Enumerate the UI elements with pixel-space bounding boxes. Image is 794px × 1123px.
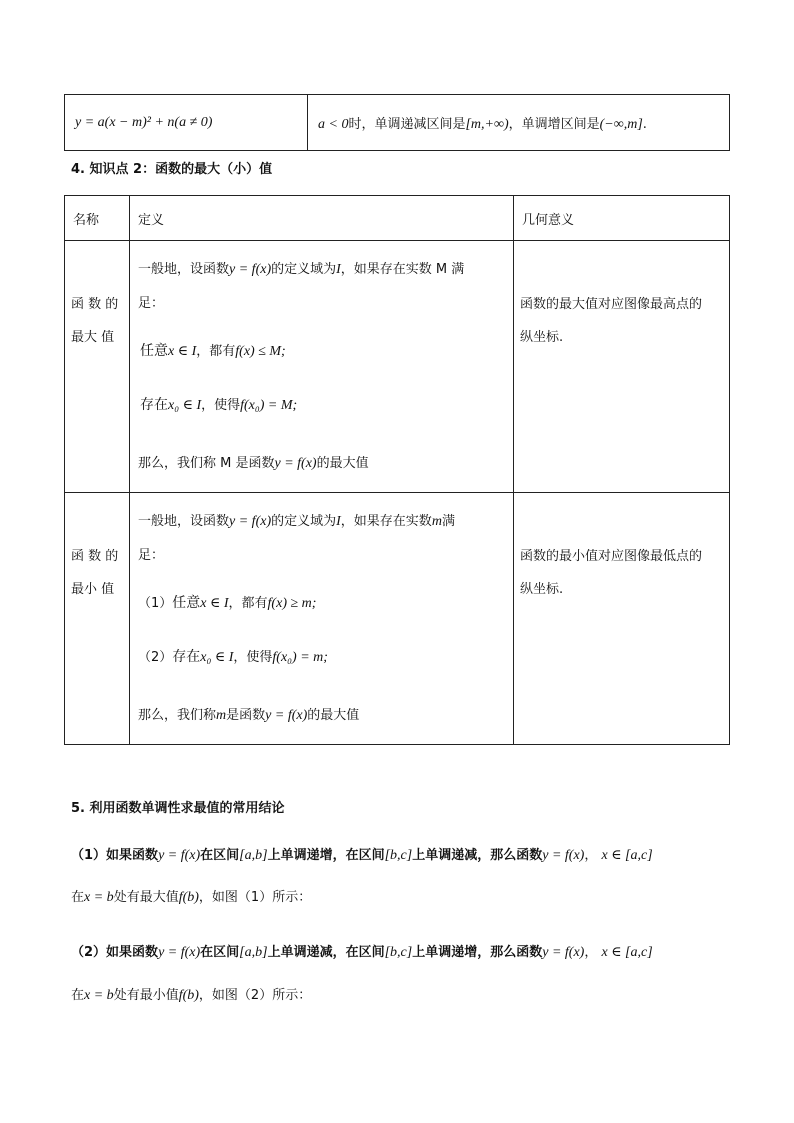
max-name-cell: 函 数 的 最大 值 — [65, 241, 130, 493]
max-def-line3: 任意x ∈ I，都有f(x) ≤ M; — [140, 343, 286, 359]
max-min-table — [64, 195, 730, 745]
min-def-line1: 一般地，设函数y = f(x)的定义域为I，如果存在实数m满 — [138, 514, 455, 529]
header-geometry: 几何意义 — [514, 196, 730, 241]
end-period: . — [642, 116, 647, 132]
min-name-cell: 函 数 的 最小 值 — [65, 493, 130, 745]
condition-a: a < 0 — [318, 116, 349, 132]
max-def-line1: 一般地，设函数y = f(x)的定义域为I，如果存在实数 M 满 — [138, 262, 465, 277]
min-definition-cell — [130, 493, 514, 745]
conclusion-1-line2: 在x = b处有最大值f(b)，如图（1）所示： — [71, 890, 312, 905]
section-4-heading: 4. 知识点 2：函数的最大（小）值 — [71, 162, 273, 177]
quadratic-formula-cell — [65, 95, 308, 151]
header-name: 名称 — [65, 196, 130, 241]
table-row-min — [65, 493, 730, 745]
min-def-line2: 足： — [138, 548, 165, 563]
max-geometry-cell: 函数的最大值对应图像最高点的 纵坐标. — [514, 241, 730, 493]
decrease-interval: [m,+∞) — [465, 116, 509, 132]
min-def-line4: （2）存在x₀ ∈ I，使得f(x₀) = m; — [138, 649, 328, 665]
conclusion-1-line1: （1）如果函数y = f(x)在区间[a,b]上单调递增，在区间[b,c]上单调递减，那么函数y = f(x)， x ∈ [a,c] — [71, 848, 653, 863]
table-header-row — [65, 196, 730, 241]
decrease-text: 时，单调递减区间是 — [348, 116, 466, 132]
header-definition: 定义 — [130, 196, 514, 241]
increase-text: ，单调增区间是 — [508, 116, 600, 132]
max-def-line2: 足： — [138, 296, 165, 311]
section-5-heading: 5. 利用函数单调性求最值的常用结论 — [71, 801, 285, 816]
max-def-line5: 那么，我们称 M 是函数y = f(x)的最大值 — [138, 456, 369, 471]
conclusion-2-line2: 在x = b处有最小值f(b)，如图（2）所示： — [71, 988, 312, 1003]
min-def-line5: 那么，我们称m是函数y = f(x)的最大值 — [138, 708, 360, 723]
min-def-line3: （1）任意x ∈ I，都有f(x) ≥ m; — [138, 595, 317, 611]
quadratic-monotonic-cell — [308, 95, 730, 151]
max-definition-cell — [130, 241, 514, 493]
min-geometry-cell: 函数的最小值对应图像最低点的 纵坐标. — [514, 493, 730, 745]
table-row-max — [65, 241, 730, 493]
quadratic-table — [64, 94, 730, 151]
increase-interval: (−∞,m] — [599, 116, 643, 132]
max-def-line4: 存在x₀ ∈ I，使得f(x₀) = M; — [140, 397, 298, 413]
conclusion-2-line1: （2）如果函数y = f(x)在区间[a,b]上单调递减，在区间[b,c]上单调递增，那么函数y = f(x)， x ∈ [a,c] — [71, 945, 653, 960]
quadratic-formula: y = a(x − m)² + n(a ≠ 0) — [75, 114, 213, 130]
